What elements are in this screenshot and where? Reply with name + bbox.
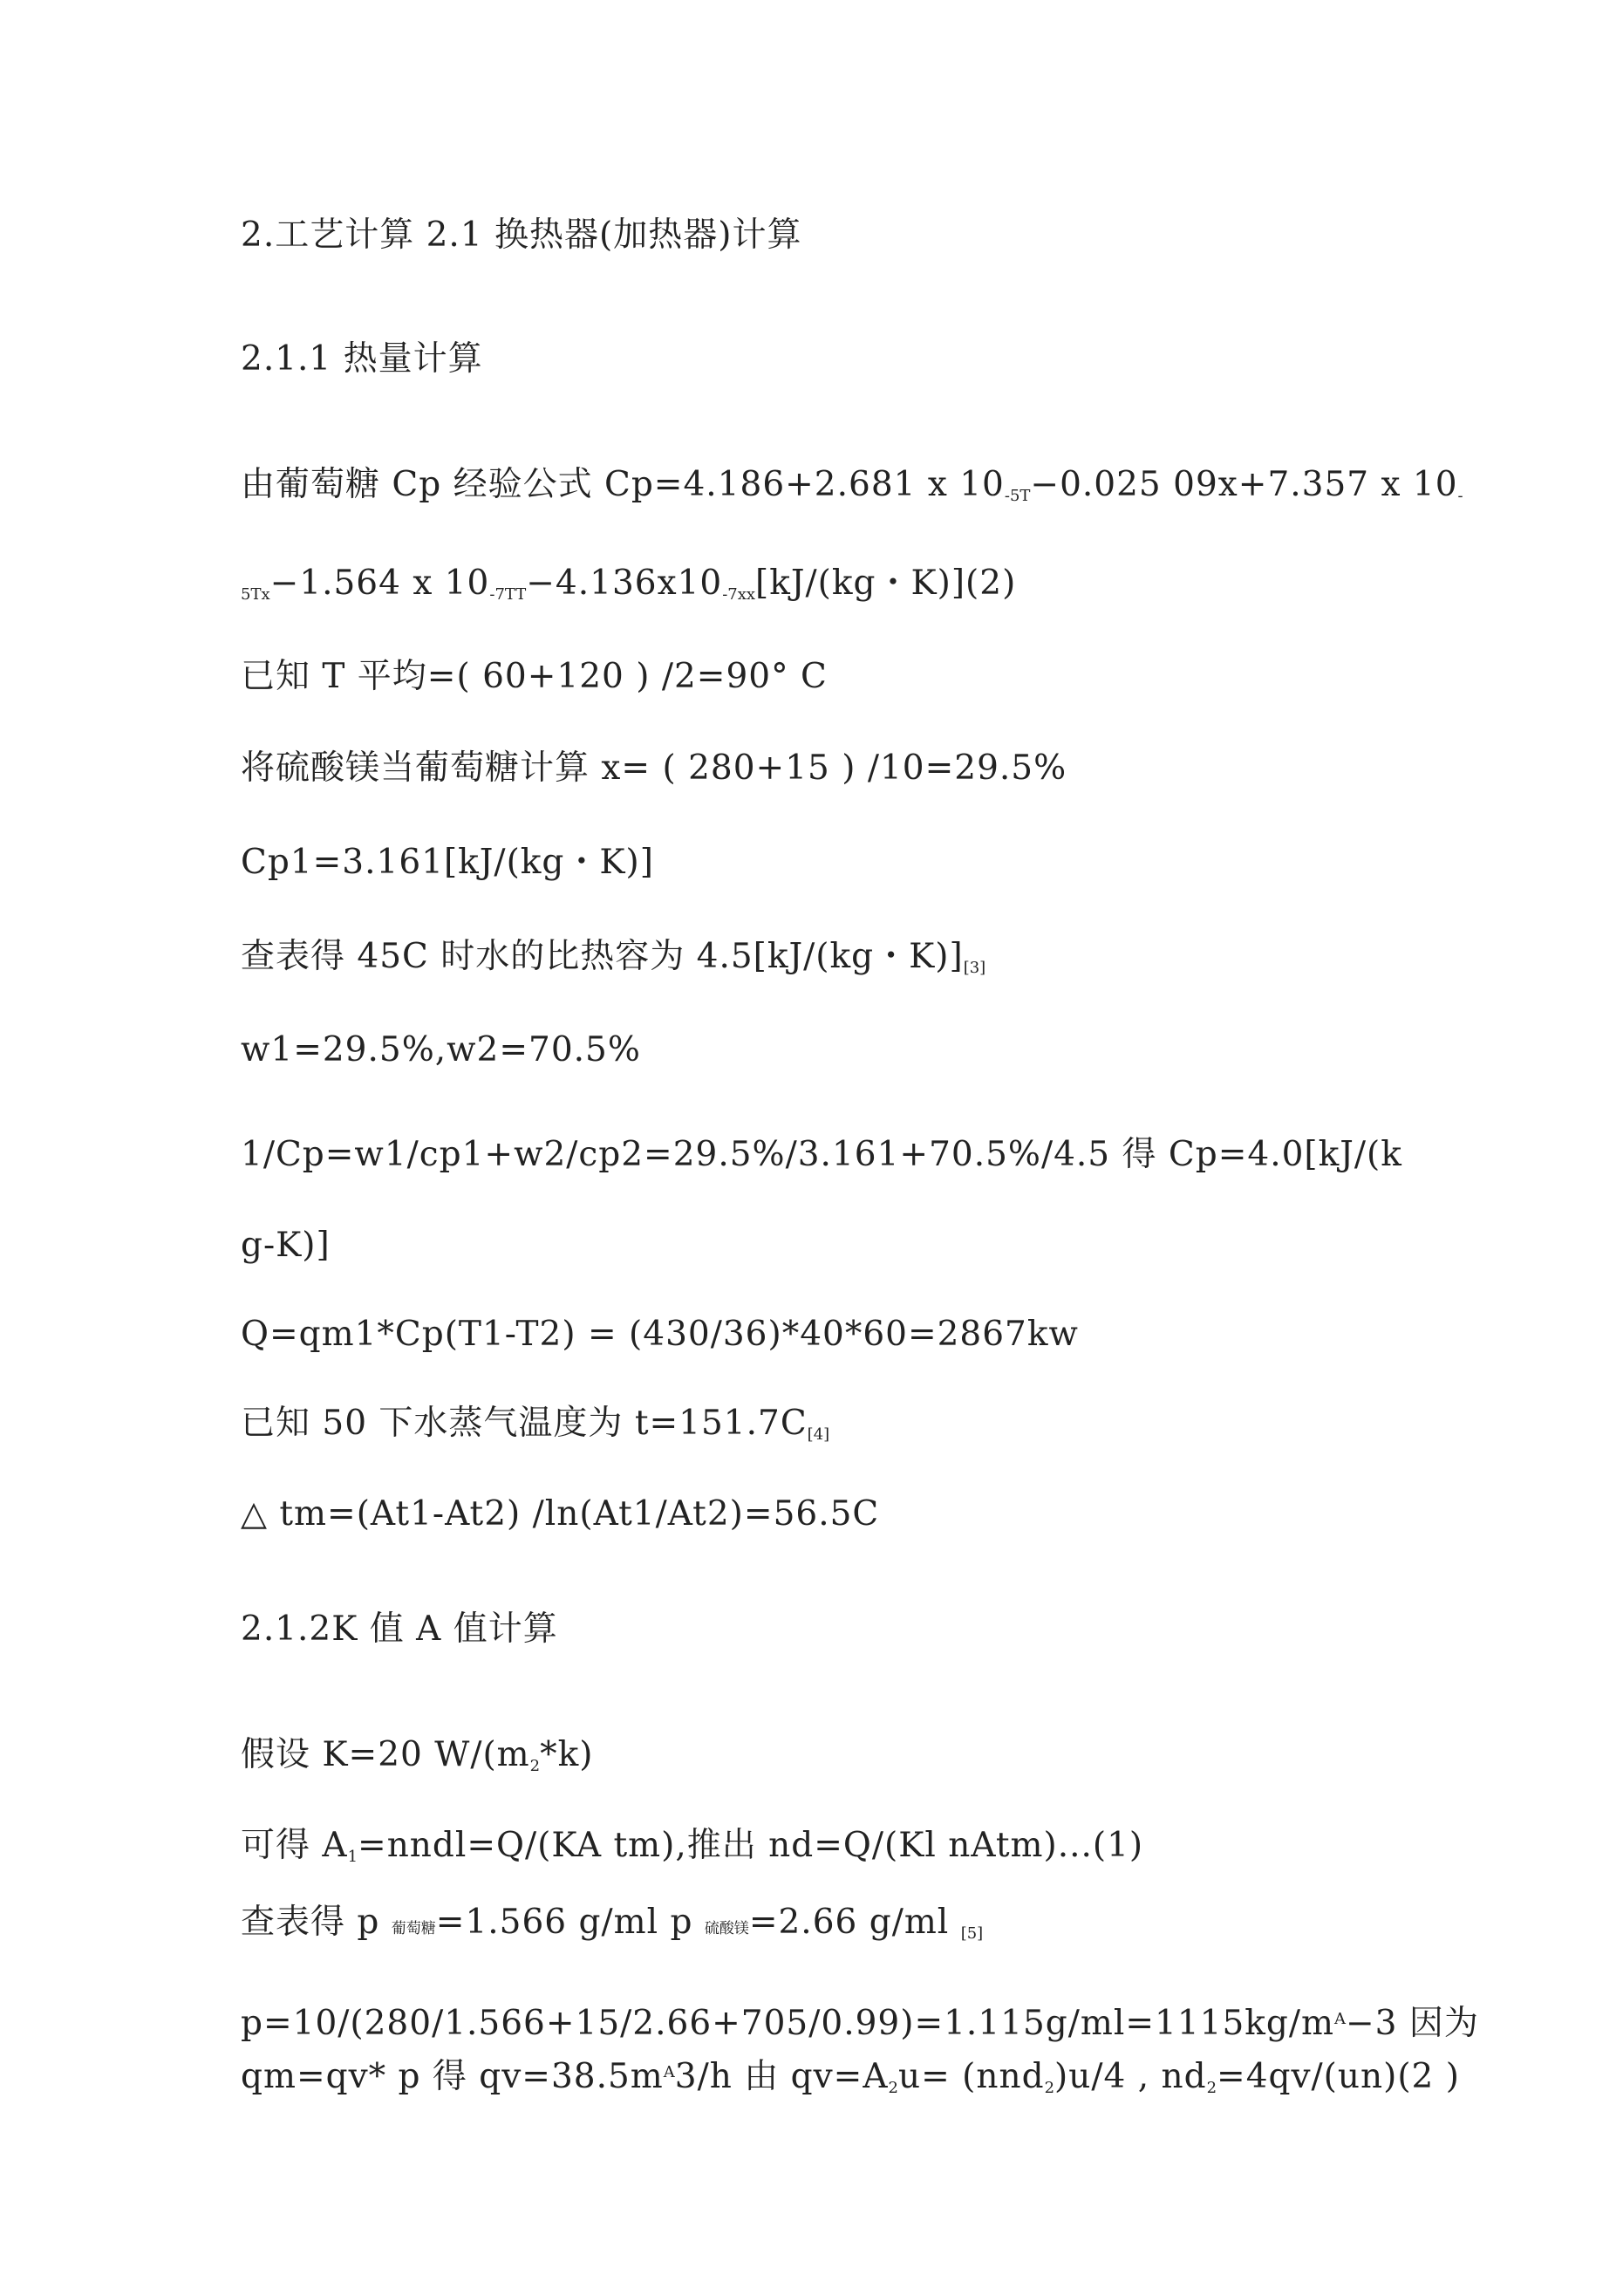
text-line: g-K)] — [241, 1226, 331, 1265]
citation: [4] — [807, 1425, 830, 1444]
citation: [5] — [960, 1924, 984, 1943]
text-line: 1/Cp=w1/cp1+w2/cp2=29.5%/3.161+70.5%/4.5 得 Cp=4.0[kJ/(k — [241, 1135, 1402, 1174]
formula-line-2: $_{5Tx}$−1.564 x $10_{-7TT}-4.136x10_{-7xx}[kJ/(kg$・K)](2) — [241, 564, 1017, 604]
text-line: Cp1=3.161[kJ/(kg・K)] — [241, 843, 654, 882]
text-line: 假设 K=20 $W/(m_2*k)$ — [241, 1735, 594, 1775]
section-heading-2-1-1: 2.1.1 热量计算 — [241, 339, 483, 379]
text-line: 查表得 45C 时水的比热容为 4.5[kJ/(kg・$K)]_{[3]}$ — [241, 937, 986, 977]
formula-line-1: 由葡萄糖 Cp 经验公式 Cp=4.186+2.681 x $10_{-5T}-0.025$ 09x+7.357 x $10_-$ — [241, 465, 1463, 505]
text-line: 已知 T 平均=( 60+120 ) /2=90° C — [241, 657, 828, 696]
text-line: w1=29.5%,w2=70.5% — [241, 1030, 641, 1069]
section-heading-2-1-2: 2.1.2K 值 A 值计算 — [241, 1609, 558, 1649]
text-line: △ tm=(At1-At2) /ln(At1/At2)=56.5C — [241, 1494, 880, 1534]
text-line: 可得 $A_1=nndl=Q/(KA$ tm),推出 nd=Q/(Kl nAtm)...(1) — [241, 1826, 1144, 1866]
text-line: 查表得 p 葡萄糖=1.566 g/ml p 硫酸镁=2.66 g/ml $_{[5]}$ — [241, 1903, 984, 1943]
text-line: 已知 50 下水蒸气温度为 $t=151.7C_{[4]}$ — [241, 1404, 830, 1444]
text-line: $p=10/(280/1.566+15/2.66+705/0.99)=1.115g/ml=1115kg/m^A-3$ 因为 — [241, 2004, 1479, 2043]
citation: [3] — [963, 959, 986, 977]
section-heading-2: 2.工艺计算 2.1 换热器(加热器)计算 — [241, 215, 802, 255]
text-line: qm=qv* p 得 $qv=38.5m^A3/h$ 由 $qv=A_2u= (nnd_2)u/4$ , $nd_2=4qv/(un)(2$ ) — [241, 2057, 1460, 2097]
text-line: Q=qm1*Cp(T1-T2) = (430/36)*40*60=2867kw — [241, 1315, 1079, 1354]
text-line: 将硫酸镁当葡萄糖计算 x= ( 280+15 ) /10=29.5% — [241, 748, 1067, 788]
